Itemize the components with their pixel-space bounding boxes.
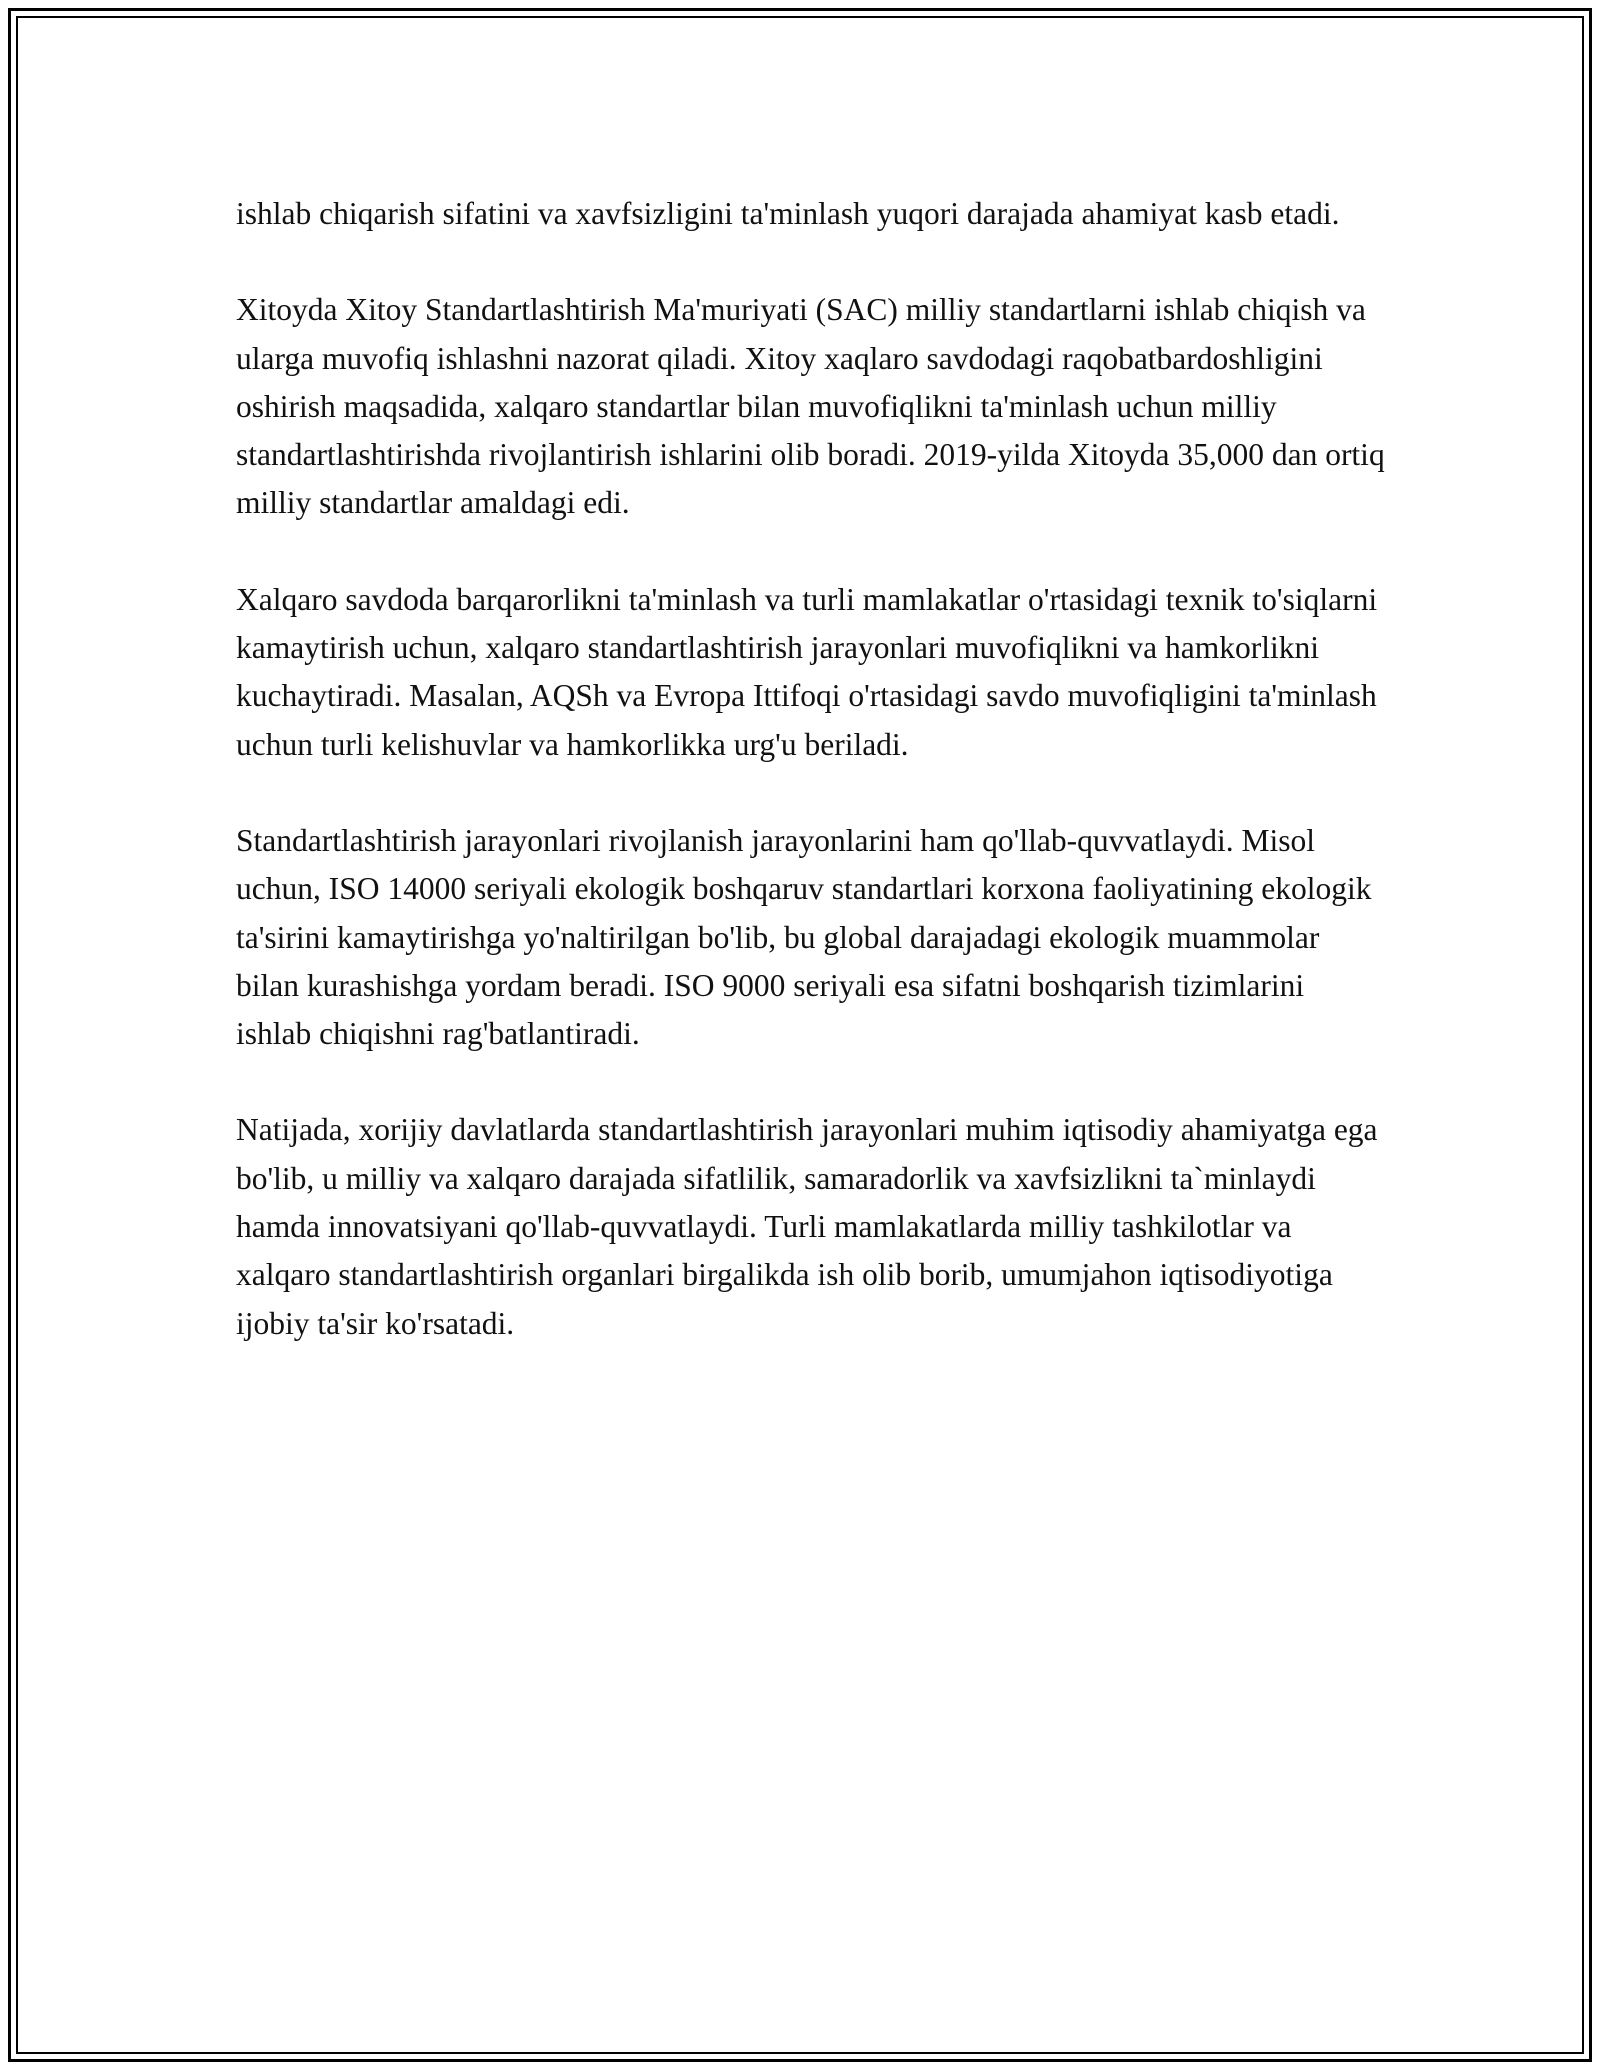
paragraph-conclusion: Natijada, xorijiy davlatlarda standartlashtirish jarayonlari muhim iqtisodiy ahamiyatga ega bo'lib, u milliy va xalqaro darajada sifatlilik, samaradorlik va xavfsizlikni ta`minlaydi hamda innovatsiyani qo'llab-quvvatlaydi. Turli mamlakatlarda milliy tashkilotlar va xalqaro standartlashtirish organlari birgalikda ish olib borib, umumjahon iqtisodiyotiga ijobiy ta'sir ko'rsatadi. (236, 1112, 1378, 1341)
paragraph-iso-standards: Standartlashtirish jarayonlari rivojlanish jarayonlarini ham qo'llab-quvvatlaydi. Misol uchun, ISO 14000 seriyali ekologik boshqaruv standartlari korxona faoliyatining ekologik ta'sirini kamaytirishga yo'naltirilgan bo'lib, bu global darajadagi ekologik muammolar bilan kurashishga yordam beradi. ISO 9000 seriyali esa sifatni boshqarish tizimlarini ishlab chiqishni rag'batlantiradi. (236, 822, 1372, 1052)
document-body (236, 190, 1386, 1396)
paragraph-international-trade: Xalqaro savdoda barqarorlikni ta'minlash va turli mamlakatlar o'rtasidagi texnik to'siqlarni kamaytirish uchun, xalqaro standartlashtirish jarayonlari muvofiqlikni va hamkorlikni kuchaytiradi. Masalan, AQSh va Evropa Ittifoqi o'rtasidagi savdo muvofiqligini ta'minlash uchun turli kelishuvlar va hamkorlikka urg'u beriladi. (236, 581, 1378, 762)
paragraph-quality-safety: ishlab chiqarish sifatini va xavfsizligini ta'minlash yuqori darajada ahamiyat kasb etadi. (236, 196, 1340, 231)
paragraph-china-sac: Xitoyda Xitoy Standartlashtirish Ma'muriyati (SAC) milliy standartlarni ishlab chiqish va ularga muvofiq ishlashni nazorat qiladi. Xitoy xaqlaro savdodagi raqobatbardoshligini oshirish maqsadida, xalqaro standartlar bilan muvofiqlikni ta'minlash uchun milliy standartlashtirishda rivojlantirish ishlarini olib boradi. 2019-yilda Xitoyda 35,000 dan ortiq milliy standartlar amaldagi edi. (236, 292, 1385, 521)
